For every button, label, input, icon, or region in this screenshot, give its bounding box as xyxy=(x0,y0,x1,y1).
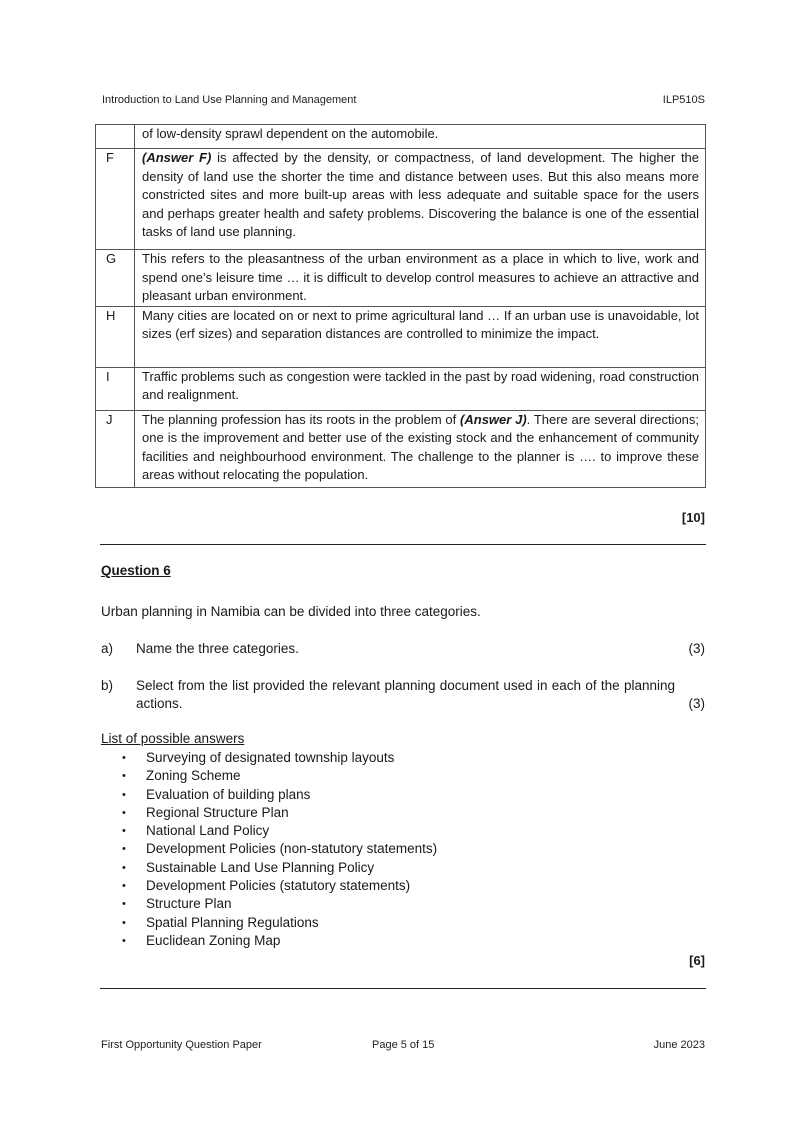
list-item: • Sustainable Land Use Planning Policy xyxy=(101,859,437,877)
row-text xyxy=(135,149,706,250)
list-item: • Euclidean Zoning Map xyxy=(101,932,437,950)
table-row xyxy=(96,125,706,149)
table-row xyxy=(96,367,706,410)
list-item: • Structure Plan xyxy=(101,895,437,913)
section-divider xyxy=(100,988,706,989)
table-row xyxy=(96,149,706,250)
row-text-before: The planning profession has its roots in the problem of xyxy=(142,411,461,427)
answer-placeholder: (Answer J) xyxy=(460,411,527,427)
sub-question-label: a) xyxy=(101,641,114,656)
row-label: I xyxy=(96,367,135,410)
list-item: • Development Policies (non-statutory statements) xyxy=(101,840,437,858)
table-row xyxy=(96,250,706,307)
row-text: Traffic problems such as congestion were tackled in the past by road widening, road construction and realignment. xyxy=(135,367,706,410)
row-text: Many cities are located on or next to prime agricultural land … If an urban use is unavoidable, lot sizes (erf sizes) and separation distances are controlled to minimize the impact. xyxy=(135,306,706,367)
question-intro: Urban planning in Namibia can be divided into three categories. xyxy=(101,604,481,619)
list-item: • Regional Structure Plan xyxy=(101,804,437,822)
answer-placeholder: (Answer F) xyxy=(142,150,212,165)
table-row xyxy=(96,410,706,487)
footer-date: June 2023 xyxy=(653,1039,705,1051)
section-divider xyxy=(100,544,706,545)
row-label: F xyxy=(96,149,135,250)
list-item: • Development Policies (statutory statements) xyxy=(101,877,437,895)
sub-question-text: Select from the list provided the relevant planning document used in each of the planning actions. xyxy=(136,678,675,711)
footer-page-number: Page 5 of 15 xyxy=(372,1039,435,1051)
list-item: • Evaluation of building plans xyxy=(101,786,437,804)
row-label: H xyxy=(96,306,135,367)
sub-question-marks: (3) xyxy=(688,641,705,656)
question-total-marks: [6] xyxy=(689,953,705,968)
list-heading: List of possible answers xyxy=(101,731,245,746)
table-row xyxy=(96,306,706,367)
footer-paper-type: First Opportunity Question Paper xyxy=(101,1039,262,1051)
row-text-after: . There are several directions; one is the improvement and better use of the existing stock and the enhancement of community facilities and neighbourhood environment. The challenge to the planner is …. to improve these areas without relocating the population. xyxy=(142,411,700,482)
sub-question-marks: (3) xyxy=(688,696,705,711)
row-text: of low-density sprawl dependent on the automobile. xyxy=(135,125,706,149)
answer-table xyxy=(95,124,706,488)
question-title: Question 6 xyxy=(101,563,171,578)
sub-question-a xyxy=(101,640,705,658)
sub-question-text: Name the three categories. xyxy=(136,641,299,656)
header-course-code: ILP510S xyxy=(662,94,705,106)
row-label xyxy=(96,125,135,149)
sub-question-b xyxy=(101,677,705,713)
header-course-title: Introduction to Land Use Planning and Management xyxy=(102,94,357,106)
row-text xyxy=(135,410,706,487)
list-item: • Surveying of designated township layouts xyxy=(101,749,437,767)
row-label: J xyxy=(96,410,135,487)
list-item: • Spatial Planning Regulations xyxy=(101,914,437,932)
table-total-marks: [10] xyxy=(681,510,705,525)
row-label: G xyxy=(96,250,135,307)
row-text: This refers to the pleasantness of the urban environment as a place in which to live, work and spend one’s leisure time … it is difficult to develop control measures to achieve an attractive and pleasant urban environment. xyxy=(135,250,706,307)
list-item: • Zoning Scheme xyxy=(101,767,437,785)
list-item: • National Land Policy xyxy=(101,822,437,840)
row-text-body: is affected by the density, or compactness, of land development. The higher the density of land use the shorter the time and distance between uses. But this also means more constricted sites and more built-up areas with less adequate and suitable space for the users and perhaps greater health and safety problems. Discovering the balance is one of the essential tasks of land use planning. xyxy=(142,150,700,239)
sub-question-label: b) xyxy=(101,678,114,693)
possible-answers-list xyxy=(101,749,437,950)
